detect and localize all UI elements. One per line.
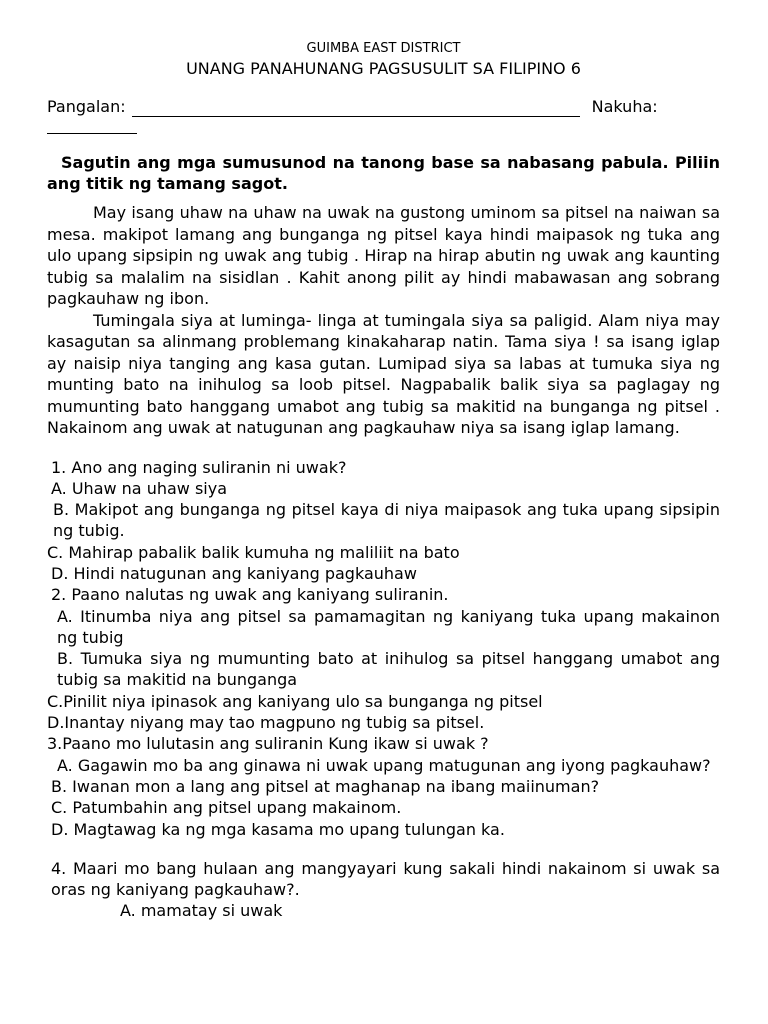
question-1: 1. Ano ang naging suliranin ni uwak? — [51, 457, 347, 477]
score-blank[interactable] — [47, 119, 137, 134]
name-label: Pangalan: — [47, 97, 126, 116]
q1-choice-b: B. Makipot ang bunganga ng pitsel kaya di niya maipasok ang tuka upang sipsipin ng tubig. — [53, 500, 720, 541]
name-blank[interactable] — [132, 101, 580, 117]
fable-passage — [47, 202, 720, 439]
score-label: Nakuha: — [591, 97, 658, 116]
question-list — [47, 457, 720, 922]
q4-choice-a: A. mamatay si uwak — [120, 901, 283, 921]
q3-choice-b: B. Iwanan mon a lang ang pitsel at maghanap na ibang maiinuman? — [51, 776, 600, 796]
question-3: 3.Paano mo lulutasin ang suliranin Kung ikaw si uwak ? — [47, 734, 489, 754]
q2-choice-d: D.Inantay niyang may tao magpuno ng tubig sa pitsel. — [47, 713, 485, 733]
q3-choice-a: A. Gagawin mo ba ang ginawa ni uwak upang matugunan ang iyong pagkauhaw? — [57, 755, 711, 775]
q2-choice-b: B. Tumuka siya ng mumunting bato at inihulog sa pitsel hanggang umabot ang tubig sa makitid na bunganga — [57, 649, 720, 690]
district-name: GUIMBA EAST DISTRICT — [306, 41, 461, 56]
q1-choice-c: C. Mahirap pabalik balik kumuha ng maliliit na bato — [47, 542, 460, 562]
q3-choice-c: C. Patumbahin ang pitsel upang makainom. — [51, 798, 402, 818]
instructions: Sagutin ang mga sumusunod na tanong base sa nabasang pabula. Piliin ang titik ng tamang sagot. — [47, 153, 720, 193]
q3-choice-d: D. Magtawag ka ng mga kasama mo upang tulungan ka. — [51, 819, 505, 839]
question-2: 2. Paano nalutas ng uwak ang kaniyang suliranin. — [51, 585, 449, 605]
story-paragraph: Tumingala siya at luminga- linga at tumingala siya sa paligid. Alam niya may kasagutan sa alinmang problemang kinakaharap natin. Tama siya ! sa isang iglap ay naisip niya tanging ang kasa gutan. Lumipad siya sa labas at tumuka siya ng munting bato na inihulog sa loob pitsel. Nagpabalik balik siya sa paglagay ng mumunting bato hanggang umabot ang tubig sa makitid na bunganga ng pitsel . Nakainom ang uwak at natugunan ang pagkauhaw niya sa isang iglap lamang. — [47, 310, 720, 437]
q2-choice-c: C.Pinilit niya ipinasok ang kaniyang ulo sa bunganga ng pitsel — [47, 691, 543, 711]
name-score-line — [47, 96, 720, 117]
exam-page — [47, 40, 720, 922]
q1-choice-d: D. Hindi natugunan ang kaniyang pagkauhaw — [51, 563, 417, 583]
story-paragraph: May isang uhaw na uhaw na uwak na gustong uminom sa pitsel na naiwan sa mesa. makipot lamang ang bunganga ng pitsel kaya hindi maipasok ng tuka ang ulo upang sipsipin ng uwak ang tubig . Hirap na hirap abutin ng uwak ang kaunting tubig sa malalim na sisidlan . Kahit anong pilit ay hindi mabawasan ang sobrang pagkauhaw ng ibon. — [47, 203, 720, 308]
q1-choice-a: A. Uhaw na uhaw siya — [51, 478, 228, 498]
question-4: 4. Maari mo bang hulaan ang mangyayari kung sakali hindi nakainom si uwak sa oras ng kaniyang pagkauhaw?. — [51, 858, 720, 900]
exam-title: UNANG PANAHUNANG PAGSUSULIT SA FILIPINO 6 — [186, 59, 581, 78]
q2-choice-a: A. Itinumba niya ang pitsel sa pamamagitan ng kaniyang tuka upang makainon ng tubig — [57, 606, 720, 647]
